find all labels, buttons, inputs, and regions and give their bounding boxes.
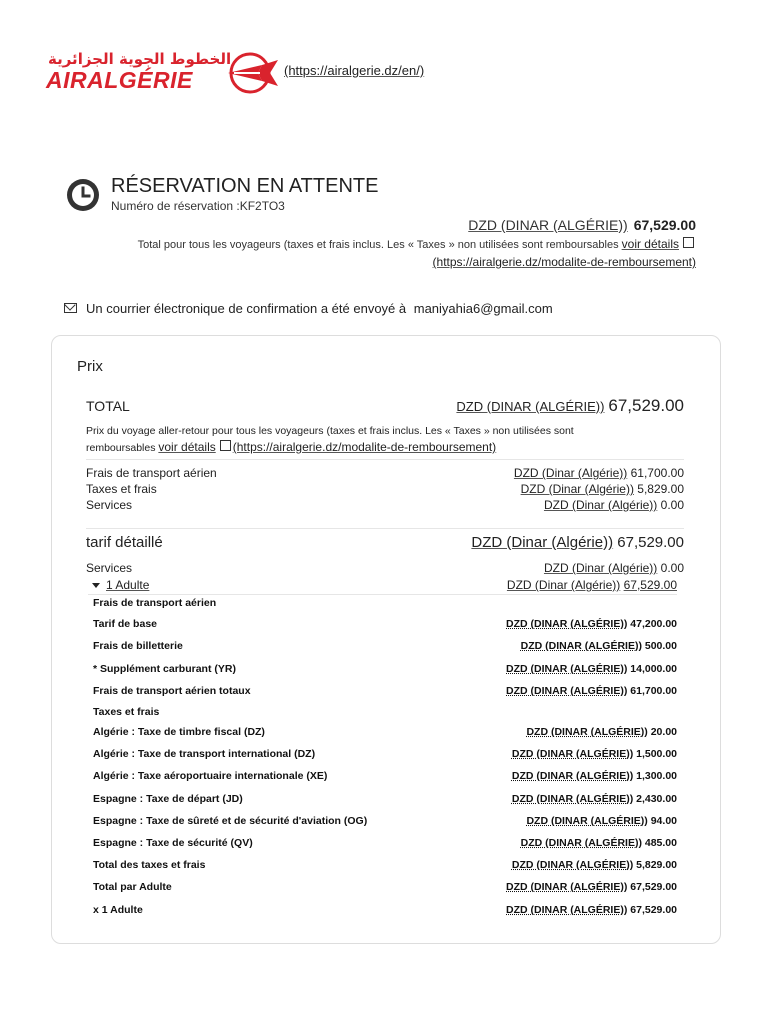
- collapse-triangle-icon[interactable]: [92, 583, 100, 588]
- breakdown-amount: 2,430.00: [636, 793, 677, 805]
- total-note-text: Prix du voyage aller-retour pour tous les voyageurs (taxes et frais inclus. Les « Taxes » non utilisées sont remboursables: [86, 425, 574, 454]
- breakdown-row: [93, 748, 677, 760]
- breakdown-amount: 47,200.00: [630, 618, 677, 630]
- home-link[interactable]: (https://airalgerie.dz/en/): [284, 63, 425, 78]
- breakdown-row: [93, 663, 677, 675]
- breakdown-currency: DZD (DINAR (ALGÉRIE)): [520, 640, 642, 652]
- total-amount: 67,529.00: [608, 396, 684, 415]
- summary-row: [86, 498, 684, 512]
- breakdown-row: [93, 904, 677, 916]
- breakdown-row: [93, 726, 677, 738]
- breakdown-label: Algérie : Taxe de transport international (DZ): [93, 748, 316, 760]
- mail-icon: [64, 303, 77, 313]
- header-total-amount: 67,529.00: [633, 217, 696, 233]
- breakdown-label: Espagne : Taxe de sécurité (QV): [93, 837, 253, 849]
- total-refund-link[interactable]: (https://airalgerie.dz/modalite-de-remboursement): [232, 440, 497, 454]
- summary-amount: 5,829.00: [637, 482, 684, 496]
- breakdown-currency: DZD (DINAR (ALGÉRIE)): [526, 815, 648, 827]
- breakdown-row: [93, 618, 677, 630]
- breakdown-label: Espagne : Taxe de sûreté et de sécurité d'aviation (OG): [93, 815, 368, 827]
- header-details-link[interactable]: voir détails: [621, 237, 679, 251]
- breakdown-row: [93, 685, 677, 697]
- breakdown-currency: DZD (DINAR (ALGÉRIE)): [511, 748, 634, 760]
- breakdown-amount: 500.00: [644, 640, 677, 652]
- breakdown-label: Frais de transport aérien totaux: [93, 685, 251, 697]
- breakdown-row: [93, 640, 677, 652]
- breakdown-label: Tarif de base: [93, 618, 157, 630]
- detail-amount: 67,529.00: [617, 534, 684, 551]
- breakdown-label: * Supplément carburant (YR): [93, 663, 236, 675]
- total-note: [86, 423, 646, 456]
- breakdown-currency: DZD (DINAR (ALGÉRIE)): [526, 726, 648, 738]
- services-row: [86, 561, 684, 575]
- header-note-text: Total pour tous les voyageurs (taxes et frais inclus. Les « Taxes » non utilisées sont remboursables: [137, 239, 619, 251]
- total-details-link[interactable]: voir détails: [158, 440, 216, 454]
- detail-currency: DZD (Dinar (Algérie)): [471, 534, 614, 551]
- services-label: Services: [86, 561, 133, 575]
- breakdown-currency: DZD (DINAR (ALGÉRIE)): [506, 904, 628, 916]
- reservation-status-title: RÉSERVATION EN ATTENTE: [111, 175, 379, 197]
- breakdown-amount: 67,529.00: [630, 904, 677, 916]
- breakdown-section-header: [93, 706, 677, 718]
- summary-amount: 0.00: [660, 498, 684, 512]
- summary-label: Frais de transport aérien: [86, 466, 217, 480]
- summary-label: Taxes et frais: [86, 482, 157, 496]
- services-amount: 0.00: [660, 561, 684, 575]
- breakdown-label: Espagne : Taxe de départ (JD): [93, 793, 243, 805]
- clock-icon: [66, 178, 100, 217]
- breakdown-row: [93, 859, 677, 871]
- summary-currency: DZD (Dinar (Algérie)): [513, 466, 628, 480]
- total-currency: DZD (DINAR (ALGÉRIE)): [456, 399, 605, 414]
- breakdown-currency: DZD (DINAR (ALGÉRIE)): [520, 837, 642, 849]
- breakdown-row: [93, 881, 677, 893]
- summary-amount: 61,700.00: [630, 466, 684, 480]
- breakdown-amount: 94.00: [650, 815, 677, 827]
- external-link-icon: [220, 440, 231, 451]
- passenger-row[interactable]: [86, 578, 677, 592]
- divider: [86, 459, 684, 460]
- confirmation-row: [64, 301, 553, 316]
- breakdown-amount: 5,829.00: [636, 859, 677, 871]
- breakdown-label: x 1 Adulte: [93, 904, 143, 916]
- detail-header-row: [86, 534, 684, 551]
- breakdown-currency: DZD (DINAR (ALGÉRIE)): [506, 881, 628, 893]
- breakdown-amount: 67,529.00: [630, 881, 677, 893]
- summary-label: Services: [86, 498, 133, 512]
- logo-text: AIRALGÉRIE: [46, 67, 193, 93]
- breakdown-label: Frais de transport aérien: [93, 597, 217, 609]
- total-label: TOTAL: [86, 398, 130, 414]
- passenger-currency: DZD (Dinar (Algérie)): [506, 578, 621, 592]
- breakdown-row: [93, 815, 677, 827]
- breakdown-currency: DZD (DINAR (ALGÉRIE)): [506, 685, 628, 697]
- breakdown-label: Algérie : Taxe aéroportuaire internationale (XE): [93, 770, 328, 782]
- passenger-label[interactable]: 1 Adulte: [106, 578, 150, 592]
- confirmation-text: Un courrier électronique de confirmation a été envoyé à: [86, 301, 407, 316]
- detail-title: tarif détaillé: [86, 534, 163, 551]
- summary-row: [86, 482, 684, 496]
- breakdown-amount: 485.00: [644, 837, 677, 849]
- passenger-amount: 67,529.00: [623, 578, 677, 592]
- breakdown-currency: DZD (DINAR (ALGÉRIE)): [511, 793, 634, 805]
- divider: [86, 528, 684, 529]
- breakdown-section-header: [93, 597, 677, 609]
- breakdown-row: [93, 770, 677, 782]
- header-total: [468, 217, 696, 233]
- airline-logo-icon: [218, 52, 282, 99]
- header-total-currency: DZD (DINAR (ALGÉRIE)): [468, 217, 628, 233]
- breakdown-amount: 1,500.00: [636, 748, 677, 760]
- breakdown-currency: DZD (DINAR (ALGÉRIE)): [506, 663, 628, 675]
- breakdown-label: Taxes et frais: [93, 706, 160, 718]
- logo-arabic-text: الخطوط الجوية الجزائرية: [48, 50, 232, 68]
- breakdown-amount: 14,000.00: [630, 663, 677, 675]
- breakdown-currency: DZD (DINAR (ALGÉRIE)): [506, 618, 628, 630]
- booking-reference: Numéro de réservation :KF2TO3: [111, 199, 285, 213]
- price-card-title: Prix: [77, 358, 103, 375]
- breakdown-row: [93, 793, 677, 805]
- breakdown-label: Total par Adulte: [93, 881, 172, 893]
- header-total-note: [96, 236, 696, 272]
- breakdown-row: [93, 837, 677, 849]
- external-link-icon: [683, 237, 694, 248]
- confirmation-email: maniyahia6@gmail.com: [413, 301, 553, 316]
- total-row: [86, 396, 684, 416]
- services-currency: DZD (Dinar (Algérie)): [543, 561, 658, 575]
- divider: [88, 594, 677, 595]
- breakdown-currency: DZD (DINAR (ALGÉRIE)): [511, 770, 634, 782]
- summary-row: [86, 466, 684, 480]
- breakdown-label: Total des taxes et frais: [93, 859, 206, 871]
- summary-currency: DZD (Dinar (Algérie)): [520, 482, 634, 496]
- breakdown-amount: 20.00: [650, 726, 677, 738]
- summary-currency: DZD (Dinar (Algérie)): [543, 498, 658, 512]
- header-refund-link[interactable]: (https://airalgerie.dz/modalite-de-remboursement): [432, 255, 696, 269]
- breakdown-amount: 61,700.00: [630, 685, 677, 697]
- breakdown-currency: DZD (DINAR (ALGÉRIE)): [511, 859, 634, 871]
- breakdown-amount: 1,300.00: [636, 770, 677, 782]
- breakdown-label: Algérie : Taxe de timbre fiscal (DZ): [93, 726, 265, 738]
- breakdown-label: Frais de billetterie: [93, 640, 183, 652]
